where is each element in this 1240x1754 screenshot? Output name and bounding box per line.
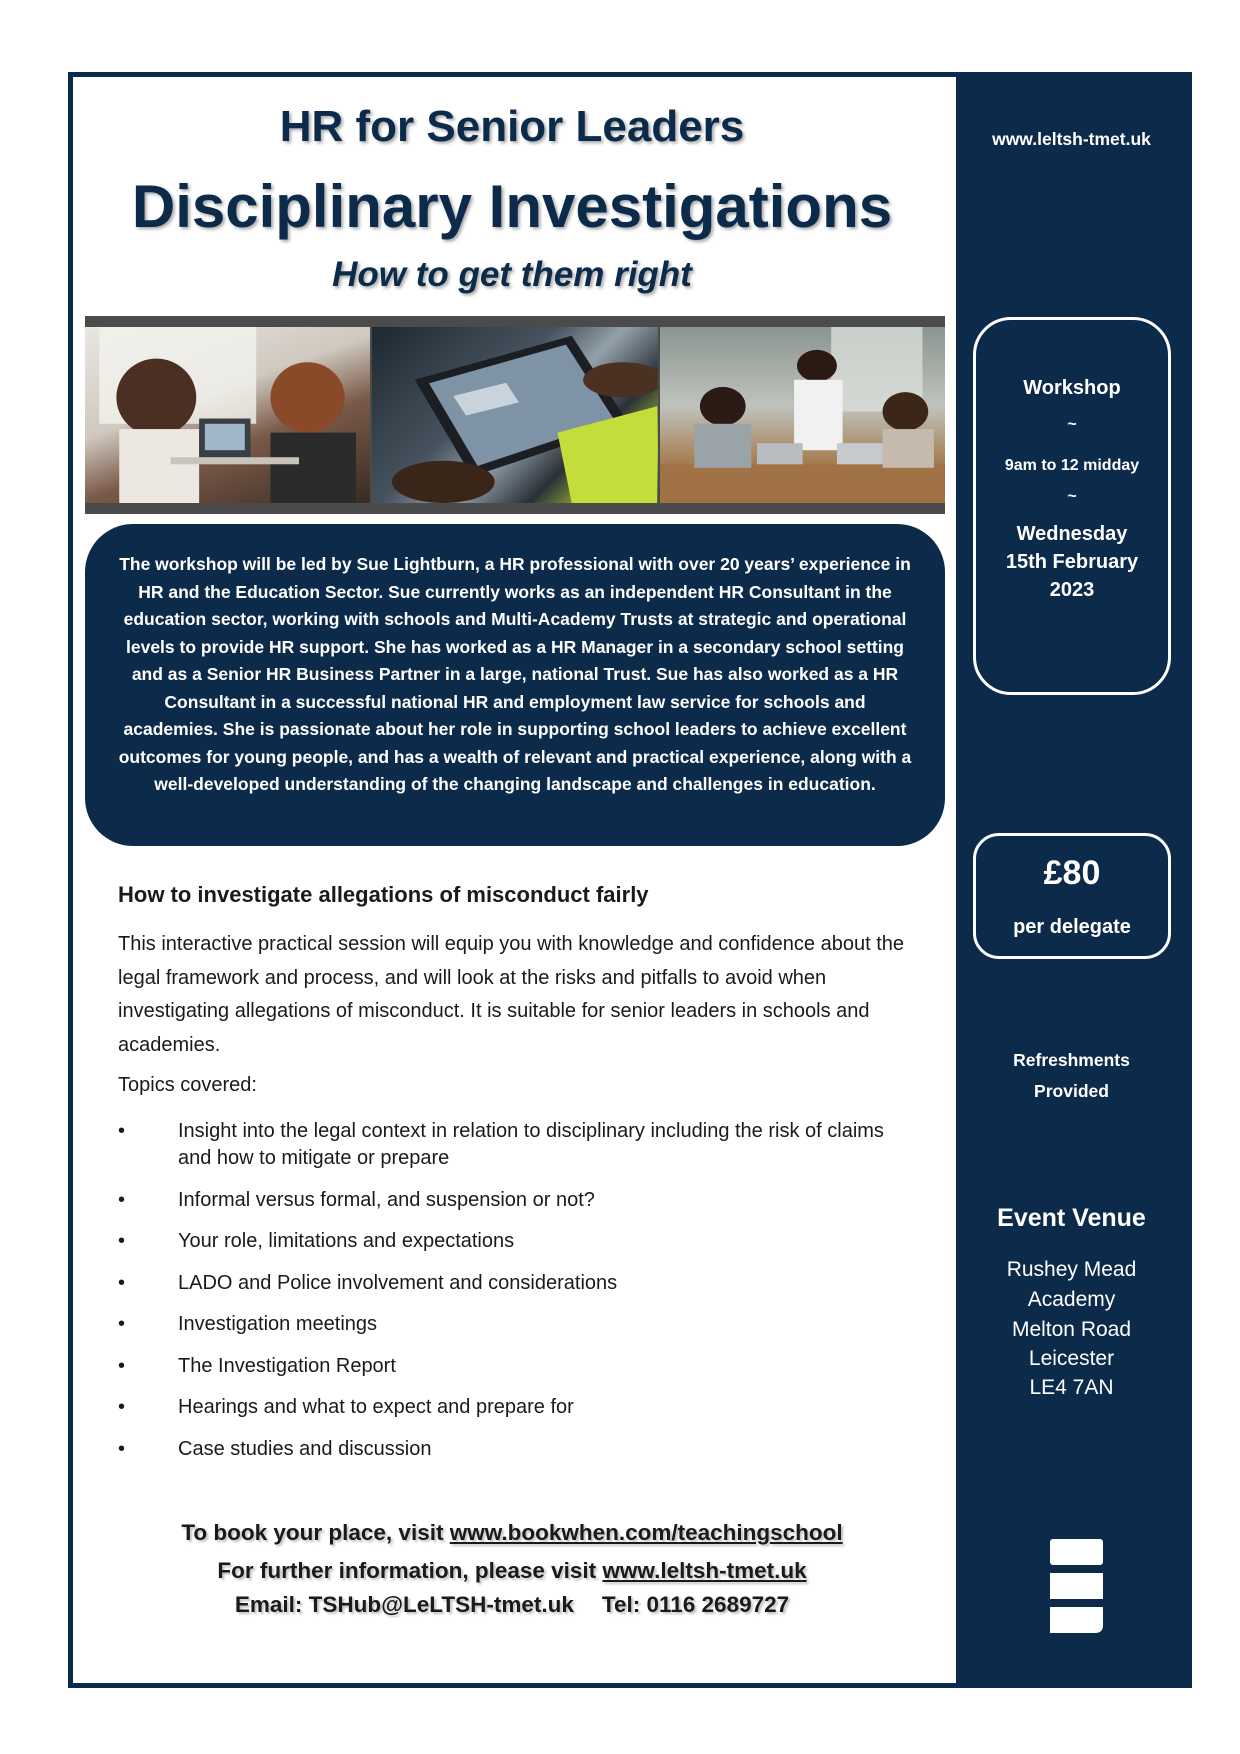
photo-meeting — [660, 327, 945, 503]
brand-logo-icon — [1050, 1539, 1103, 1633]
topic-text: Hearings and what to expect and prepare for — [178, 1396, 574, 1418]
phone-text: Tel: 0116 2689727 — [601, 1592, 790, 1617]
sidebar-website[interactable]: www.leltsh-tmet.uk — [992, 129, 1151, 149]
separator: ~ — [1067, 416, 1077, 433]
event-details-box — [973, 317, 1171, 695]
bullet-icon: • — [118, 1188, 126, 1211]
refreshments — [956, 1045, 1187, 1107]
topic-item — [118, 1436, 918, 1463]
topic-text: Insight into the legal context in relation to disciplinary including the risk of claims and how to mitigate or prepare — [178, 1120, 884, 1169]
venue-line: LE4 7AN — [1029, 1376, 1114, 1399]
event-date: 15th February — [1005, 551, 1139, 573]
email-text[interactable]: Email: TSHub@LeLTSH-tmet.uk — [234, 1592, 574, 1617]
topics-label: Topics covered: — [118, 1074, 257, 1096]
topic-text: Informal versus formal, and suspension or not? — [178, 1188, 595, 1211]
venue-line: Leicester — [1028, 1347, 1115, 1370]
topics-list — [118, 1118, 918, 1477]
venue-line: Melton Road — [1011, 1318, 1132, 1341]
price-unit: per delegate — [1013, 916, 1131, 938]
contact-line — [82, 1592, 942, 1618]
topic-text: Your role, limitations and expectations — [178, 1230, 515, 1252]
event-type: Workshop — [1023, 377, 1121, 399]
section-heading: How to investigate allegations of misconduct fairly — [118, 882, 649, 907]
info-line — [82, 1558, 942, 1584]
bullet-icon: • — [118, 1230, 126, 1252]
topic-item — [118, 1187, 918, 1214]
sidebar — [956, 77, 1187, 1683]
topic-text: The Investigation Report — [178, 1354, 396, 1377]
bullet-icon: • — [118, 1437, 126, 1460]
bullet-icon: • — [118, 1354, 126, 1377]
refreshments-line: Provided — [1034, 1081, 1109, 1101]
event-day: Wednesday — [1016, 523, 1128, 545]
bullet-icon: • — [118, 1396, 126, 1418]
info-prefix: For further information, please visit — [217, 1558, 603, 1583]
photo-women-at-laptop — [85, 327, 370, 503]
course-description: This interactive practical session will equip you with knowledge and confidence about the legal framework and process, and will look at the risks and pitfalls to avoid when investigating allegations of misconduct. It is suitable for senior leaders in schools and academies. — [118, 933, 905, 1056]
topic-item — [118, 1311, 918, 1338]
topic-item — [118, 1270, 918, 1297]
venue-line: Academy — [1027, 1288, 1116, 1311]
event-year: 2023 — [1049, 579, 1095, 601]
refreshments-line: Refreshments — [1013, 1050, 1130, 1070]
booking-line — [82, 1520, 942, 1546]
bullet-icon: • — [118, 1271, 126, 1294]
course-title: Disciplinary Investigations — [131, 173, 893, 240]
topic-item — [118, 1228, 918, 1255]
venue-title: Event Venue — [997, 1204, 1146, 1232]
topic-text: Investigation meetings — [178, 1313, 378, 1335]
photo-tablet — [372, 327, 657, 503]
facilitator-bio: The workshop will be led by Sue Lightburn, a HR professional with over 20 years’ experience in HR and the Education Sector. Sue currently works as an independent HR Consultant in the education sector, working with schools and Multi-Academy Trusts at strategic and operational levels to provide HR support. She has worked as a HR Manager in a secondary school setting and as a Senior HR Business Partner in a large, national Trust. Sue has also worked as a HR Consultant in a successful national HR and employment law service for schools and academies. She is passionate about her role in supporting school leaders to achieve excellent outcomes for young people, and has a wealth of relevant and practical experience, along with a well-developed understanding of the changing landscape and challenges in education. — [85, 524, 945, 846]
booking-prefix: To book your place, visit — [181, 1520, 450, 1545]
price-box — [973, 833, 1171, 959]
bullet-icon: • — [118, 1120, 126, 1142]
info-link[interactable]: www.leltsh-tmet.uk — [602, 1558, 807, 1583]
photo-strip — [85, 316, 945, 514]
page-title: HR for Senior Leaders — [279, 102, 745, 151]
topic-text: Case studies and discussion — [178, 1437, 432, 1460]
course-subtitle: How to get them right — [332, 255, 692, 294]
venue-line: Rushey Mead — [1006, 1258, 1137, 1281]
bullet-icon: • — [118, 1313, 126, 1335]
price: £80 — [1043, 854, 1101, 892]
event-time: 9am to 12 midday — [1004, 457, 1140, 474]
separator: ~ — [1067, 488, 1077, 505]
booking-link[interactable]: www.bookwhen.com/teachingschool — [449, 1520, 843, 1545]
topic-text: LADO and Police involvement and considerations — [178, 1271, 618, 1294]
topic-item — [118, 1118, 918, 1172]
topic-item — [118, 1394, 918, 1421]
topic-item — [118, 1353, 918, 1380]
